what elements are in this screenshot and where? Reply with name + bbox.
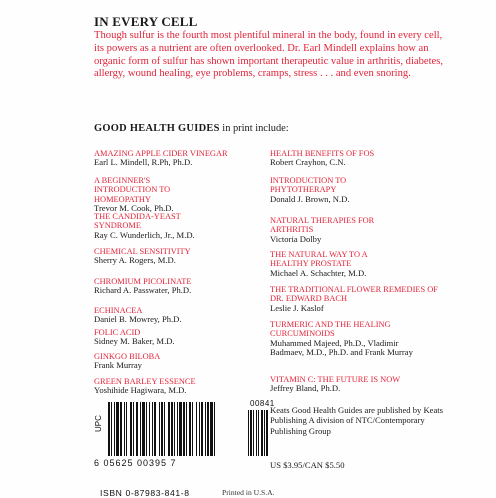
barcode-bar — [192, 402, 193, 456]
book-entry — [270, 149, 445, 168]
book-title: GINKGO BILOBA — [94, 352, 161, 361]
barcode-bar — [189, 402, 191, 456]
barcode-bar — [136, 402, 138, 456]
barcode-bars — [108, 402, 248, 456]
barcode-bar — [179, 402, 182, 456]
book-author: Sidney M. Baker, M.D. — [94, 336, 175, 347]
barcode-addon-bar — [256, 410, 257, 456]
barcode-digits: 6 05625 00395 7 — [94, 458, 177, 468]
book-entry — [270, 375, 445, 394]
printed-in: Printed in U.S.A. — [222, 488, 275, 497]
description-blurb: Though sulfur is the fourth most plentiful mineral in the body, found in every cell, its powers as a nutrient are often overlooked. Dr. Earl Mindell explains how an organic form of sulfur has shown important therapeutic value in arthritis, diabetes, allergy, wound healing, eye problems, cramps, stress . . . and even snoring. — [94, 30, 444, 80]
barcode-bar — [183, 402, 185, 456]
barcode-bar — [114, 402, 115, 456]
barcode-bar — [111, 402, 112, 456]
book-entry — [94, 176, 269, 214]
barcode-bar — [130, 402, 132, 456]
barcode-bar — [201, 402, 203, 456]
book-title: VITAMIN C: THE FUTURE IS NOW — [270, 375, 401, 384]
book-entry — [94, 149, 269, 168]
barcode-bar — [116, 402, 119, 456]
barcode-bar — [159, 402, 160, 456]
book-title: NATURAL THERAPIES FOR ARTHRITIS — [270, 216, 375, 235]
book-author: Richard A. Passwater, Ph.D. — [94, 285, 192, 296]
book-title: FOLIC ACID — [94, 328, 141, 337]
barcode-bar — [207, 402, 209, 456]
book-author: Michael A. Schachter, M.D. — [270, 267, 367, 278]
barcode-bar — [210, 402, 213, 456]
book-title: AMAZING APPLE CIDER VINEGAR — [94, 149, 228, 158]
barcode-bar — [168, 402, 170, 456]
book-entry — [270, 216, 445, 244]
barcode-bar — [174, 402, 175, 456]
barcode-bar — [154, 402, 156, 456]
barcode-bar — [199, 402, 200, 456]
book-entry — [94, 247, 269, 266]
barcode-addon-bar — [264, 410, 265, 456]
book-title: HEALTH BENEFITS OF FOS — [270, 149, 375, 158]
guides-intro-rest: in print include: — [219, 123, 289, 134]
barcode — [90, 398, 275, 492]
barcode-bar — [214, 402, 215, 456]
book-entry — [94, 352, 269, 371]
barcode-bar — [142, 402, 145, 456]
book-title: TURMERIC AND THE HEALING CURCUMINOIDS — [270, 320, 391, 339]
barcode-bar — [186, 402, 187, 456]
barcode-bar — [140, 402, 141, 456]
barcode-bar — [177, 402, 178, 456]
barcode-bar — [161, 402, 163, 456]
book-author: Robert Crayhon, C.N. — [270, 157, 346, 168]
barcode-addon-bar — [253, 410, 254, 456]
book-author: Leslie J. Kaslof — [270, 302, 324, 313]
guides-series-name: GOOD HEALTH GUIDES — [94, 123, 220, 134]
barcode-bar — [133, 402, 134, 456]
book-entry — [270, 320, 445, 358]
book-title: THE NATURAL WAY TO A HEALTHY PROSTATE — [270, 250, 368, 269]
book-title: GREEN BARLEY ESSENCE — [94, 377, 196, 386]
book-entry — [270, 176, 445, 204]
barcode-bar — [149, 402, 150, 456]
book-title: THE CANDIDA-YEAST SYNDROME — [94, 212, 181, 231]
book-title: ECHINACEA — [94, 306, 143, 315]
book-author: Daniel B. Mowrey, Ph.D. — [94, 314, 182, 325]
book-author: Trevor M. Cook, Ph.D. — [94, 203, 174, 214]
book-entry — [270, 250, 445, 278]
barcode-bar — [152, 402, 153, 456]
book-title: CHEMICAL SENSITIVITY — [94, 247, 191, 256]
section-heading: IN EVERY CELL — [94, 14, 198, 29]
book-title: THE TRADITIONAL FLOWER REMEDIES OF DR. EDWARD BACH — [270, 285, 438, 304]
barcode-addon-bar — [266, 410, 268, 456]
book-author: Donald J. Brown, N.D. — [270, 193, 350, 204]
book-entry — [94, 377, 269, 396]
book-title: INTRODUCTION TO PHYTOTHERAPY — [270, 176, 347, 195]
book-author: Victoria Dolby — [270, 233, 322, 244]
book-author: Frank Murray — [94, 360, 142, 371]
book-author: Muhammed Majeed, Ph.D., Vladimir Badmaev, M.D., Ph.D. and Frank Murray — [270, 337, 413, 358]
barcode-bar — [108, 402, 110, 456]
barcode-bar — [124, 402, 125, 456]
upc-label: UPC — [94, 415, 103, 432]
book-title: A BEGINNER'S INTRODUCTION TO HOMEOPATHY — [94, 176, 171, 204]
publisher-note: Keats Good Health Guides are published by Keats Publishing A division of NTC/Contemporary Publishing Group — [270, 405, 444, 436]
book-entry — [94, 277, 269, 296]
barcode-bar — [171, 402, 173, 456]
barcode-addon-bar — [258, 410, 259, 456]
book-entry — [94, 306, 269, 325]
barcode-bar — [205, 402, 206, 456]
price: US $3.95/CAN $5.50 — [270, 460, 345, 470]
book-entry — [270, 285, 445, 313]
barcode-bar — [196, 402, 197, 456]
barcode-bar — [120, 402, 122, 456]
barcode-addon-bar — [248, 410, 249, 456]
barcode-bar — [146, 402, 147, 456]
book-entry — [94, 212, 269, 240]
barcode-addon-bar — [261, 410, 263, 456]
isbn-number: ISBN 0-87983-841-8 — [100, 488, 190, 498]
book-author: Yoshihide Hagiwara, M.D. — [94, 385, 187, 396]
barcode-bar — [126, 402, 127, 456]
book-author: Jeffrey Bland, Ph.D. — [270, 383, 341, 394]
barcode-addon-digits: 00841 — [250, 399, 275, 408]
book-title: CHROMIUM PICOLINATE — [94, 277, 192, 286]
barcode-bar — [164, 402, 165, 456]
book-author: Ray C. Wunderlich, Jr., M.D. — [94, 229, 195, 240]
barcode-addon-bar — [250, 410, 252, 456]
book-author: Earl L. Mindell, R.Ph, Ph.D. — [94, 157, 193, 168]
book-entry — [94, 328, 269, 347]
book-author: Sherry A. Rogers, M.D. — [94, 255, 176, 266]
guides-intro — [94, 123, 454, 134]
